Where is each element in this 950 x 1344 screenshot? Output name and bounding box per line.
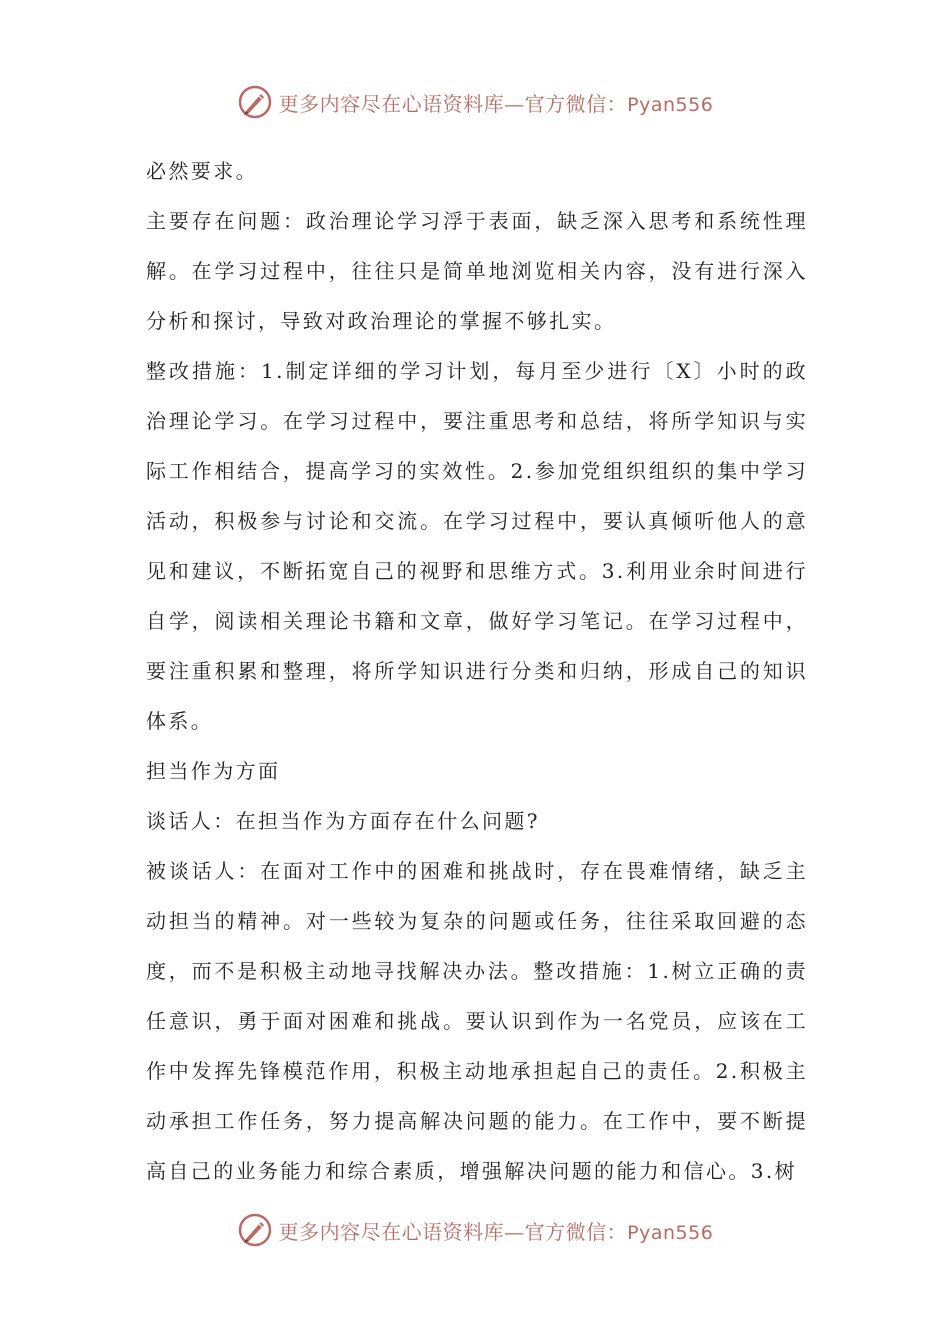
body-paragraph: 谈话人：在担当作为方面存在什么问题? bbox=[146, 809, 540, 833]
footer-wechat-id: Pyan556 bbox=[627, 1221, 714, 1244]
pen-logo-icon bbox=[237, 84, 273, 120]
body-paragraph: 整改措施：1.制定详细的学习计划，每月至少进行〔X〕小时的政治理论学习。在学习过程中，要注重思考和总结，将所学知识与实际工作相结合，提高学习的实效性。2.参加党组织组织的集中学习活动，积极参与讨论和交流。在学习过程中，要认真倾听他人的意见和建议，不断拓宽自己的视野和思维方式。3.利用业余时间进行自学，阅读相关理论书籍和文章，做好学习笔记。在学习过程中，要注重积累和整理，将所学知识进行分类和归纳，形成自己的知识体系。 bbox=[146, 359, 808, 733]
document-body bbox=[146, 146, 808, 1196]
section-heading: 担当作为方面 bbox=[146, 759, 281, 783]
header-wechat-id: Pyan556 bbox=[627, 93, 714, 116]
body-paragraph: 被谈话人：在面对工作中的困难和挑战时，存在畏难情绪，缺乏主动担当的精神。对一些较为复杂的问题或任务，往往采取回避的态度，而不是积极主动地寻找解决办法。整改措施：1.树立正确的责任意识，勇于面对困难和挑战。要认识到作为一名党员，应该在工作中发挥先锋模范作用，积极主动地承担起自己的责任。2.积极主动承担工作任务，努力提高解决问题的能力。在工作中，要不断提高自己的业务能力和综合素质，增强解决问题的能力和信心。3.树 bbox=[146, 859, 808, 1183]
header-banner bbox=[0, 82, 950, 122]
footer-banner-text: 更多内容尽在心语资料库—官方微信：Pyan556 bbox=[278, 1219, 714, 1244]
header-banner-text: 更多内容尽在心语资料库—官方微信：Pyan556 bbox=[278, 91, 714, 116]
pen-logo-icon bbox=[237, 1212, 273, 1248]
footer-banner bbox=[0, 1210, 950, 1250]
body-paragraph: 主要存在问题：政治理论学习浮于表面，缺乏深入思考和系统性理解。在学习过程中，往往只是简单地浏览相关内容，没有进行深入分析和探讨，导致对政治理论的掌握不够扎实。 bbox=[146, 209, 808, 333]
body-paragraph: 必然要求。 bbox=[146, 159, 258, 183]
